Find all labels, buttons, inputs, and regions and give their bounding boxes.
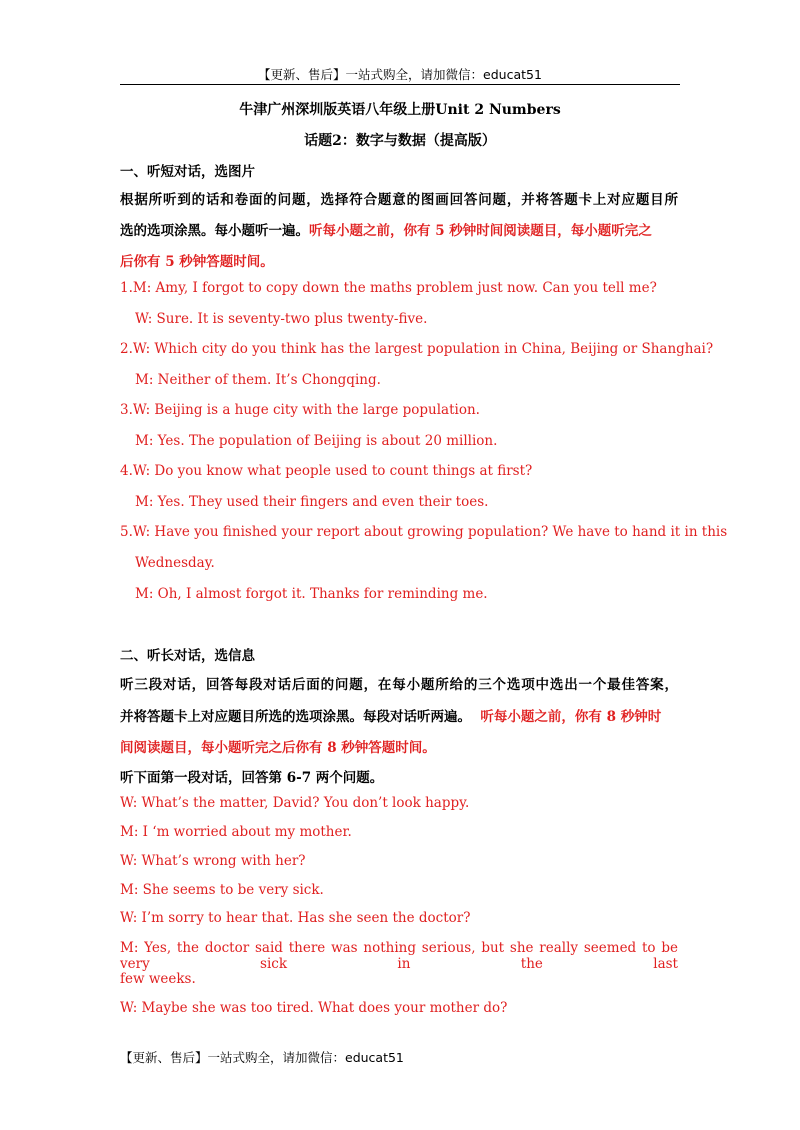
dialogue-4-question: 4.W: Do you know what people used to count things at first? <box>120 463 533 479</box>
page-header: 【更新、售后】一站式购全，请加微信：educat51 <box>258 67 542 82</box>
dialogue-2-question: 2.W: Which city do you think has the largest population in China, Beijing or Shanghai? <box>120 341 714 357</box>
section2-sub-heading: 听下面第一段对话，回答第 6-7 两个问题。 <box>120 770 384 786</box>
section1-instruction-line1: 根据所听到的话和卷面的问题，选择符合题意的图画回答问题，并将答题卡上对应题目所 <box>120 192 678 208</box>
long-dialogue-line-6b: few weeks. <box>120 971 196 987</box>
long-dialogue-line-5: W: I’m sorry to hear that. Has she seen the doctor? <box>120 910 471 926</box>
long-dialogue-line-6a: M: Yes, the doctor said there was nothing serious, but she really seemed to be very sick in the last <box>120 940 678 972</box>
section2-instruction-line3: 间阅读题目，每小题听完之后你有 8 秒钟答题时间。 <box>120 740 436 756</box>
section2-instruction-red: 听每小题之前，你有 8 秒钟时 <box>480 709 662 725</box>
section2-heading: 二、听长对话，选信息 <box>120 648 255 664</box>
section2-instruction-black: 并将答题卡上对应题目所选的选项涂黑。每段对话听两遍。 <box>120 709 471 725</box>
dialogue-2-answer: M: Neither of them. It’s Chongqing. <box>135 372 381 388</box>
dialogue-5-question-line1: 5.W: Have you finished your report about growing population? We have to hand it in this <box>120 524 728 540</box>
section1-instruction-line3: 后你有 5 秒钟答题时间。 <box>120 254 274 270</box>
section1-instruction-black: 选的选项涂黑。每小题听一遍。 <box>120 223 309 239</box>
long-dialogue-line-3: W: What’s wrong with her? <box>120 853 306 869</box>
dialogue-5-question-line2: Wednesday. <box>135 555 215 571</box>
document-subtitle: 话题2：数字与数据（提高版） <box>304 133 496 149</box>
section2-instruction-line1: 听三段对话，回答每段对话后面的问题，在每小题所给的三个选项中选出一个最佳答案， <box>120 677 678 693</box>
dialogue-1-question: 1.M: Amy, I forgot to copy down the maths problem just now. Can you tell me? <box>120 280 657 296</box>
dialogue-3-answer: M: Yes. The population of Beijing is about 20 million. <box>135 433 498 449</box>
page-footer: 【更新、售后】一站式购全，请加微信：educat51 <box>120 1050 404 1065</box>
dialogue-5-answer: M: Oh, I almost forgot it. Thanks for reminding me. <box>135 586 488 602</box>
dialogue-3-question: 3.W: Beijing is a huge city with the large population. <box>120 402 480 418</box>
long-dialogue-line-4: M: She seems to be very sick. <box>120 882 324 898</box>
section1-instruction-line2 <box>120 219 652 239</box>
long-dialogue-line-7: W: Maybe she was too tired. What does your mother do? <box>120 1000 508 1016</box>
dialogue-1-answer: W: Sure. It is seventy-two plus twenty-five. <box>135 311 428 327</box>
header-rule <box>120 84 680 85</box>
document-title: 牛津广州深圳版英语八年级上册Unit 2 Numbers <box>239 102 561 118</box>
long-dialogue-line-2: M: I ‘m worried about my mother. <box>120 824 352 840</box>
section2-instruction-line2 <box>120 705 661 725</box>
section1-heading: 一、听短对话，选图片 <box>120 164 255 180</box>
dialogue-4-answer: M: Yes. They used their fingers and even their toes. <box>135 494 489 510</box>
long-dialogue-line-1: W: What’s the matter, David? You don’t look happy. <box>120 795 470 811</box>
section1-instruction-red: 听每小题之前，你有 5 秒钟时间阅读题目，每小题听完之 <box>309 223 652 239</box>
